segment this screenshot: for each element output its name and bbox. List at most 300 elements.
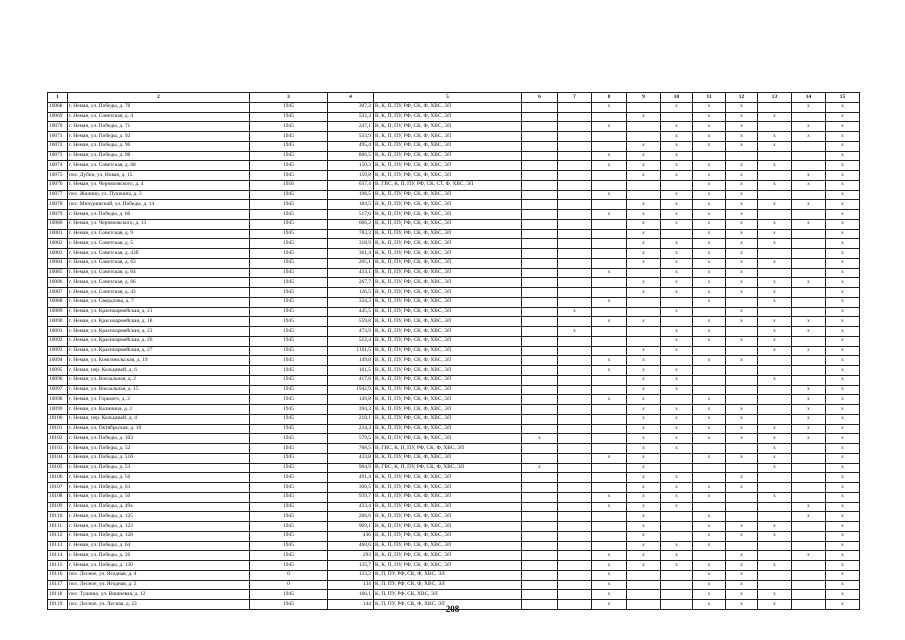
table-cell-col-7 [558, 395, 592, 405]
table-cell-col-5: В, К, П, ПУ, РФ, СК, Ф, ХВС, ЭЛ [374, 297, 522, 307]
table-cell-col-4: 166,1 [328, 590, 374, 600]
table-row [48, 531, 860, 541]
table-row [48, 580, 860, 590]
table-cell-col-5: В, К, П, ПУ, РФ, СК, Ф, ХВС, ЭЛ [374, 200, 522, 210]
table-cell-col-2: г. Неман, ул. Красноармейская, д. 18 [68, 317, 250, 327]
table-cell-col-14: x [792, 122, 826, 132]
table-cell-col-15: x [826, 210, 860, 220]
table-row [48, 492, 860, 502]
table-cell-col-9: x [627, 453, 661, 463]
table-cell-col-1: 10102 [48, 434, 68, 444]
table-cell-col-6 [522, 278, 558, 288]
table-cell-col-14: x [792, 405, 826, 415]
table-cell-col-8: x [592, 561, 627, 571]
table-cell-col-6 [522, 385, 558, 395]
table-cell-col-11 [693, 502, 726, 512]
table-cell-col-1: 10119 [48, 600, 68, 610]
table-cell-col-14: x [792, 180, 826, 190]
table-cell-col-13: x [758, 375, 792, 385]
table-cell-col-14: x [792, 327, 826, 337]
table-cell-col-8: x [592, 317, 627, 327]
table-cell-col-1: 10118 [48, 590, 68, 600]
table-cell-col-9: x [627, 239, 661, 249]
table-cell-col-9 [627, 297, 661, 307]
table-cell-col-2: г. Неман, ул. Победы, д. 96 [68, 141, 250, 151]
table-cell-col-11: x [693, 190, 726, 200]
table-cell-col-3: 1945 [250, 590, 328, 600]
table-cell-col-14 [792, 161, 826, 171]
table-cell-col-9: x [627, 561, 661, 571]
table-cell-col-13 [758, 483, 792, 493]
table-cell-col-10: x [661, 132, 693, 142]
table-cell-col-6 [522, 414, 558, 424]
table-row [48, 551, 860, 561]
table-cell-col-5: В, ГВС, К, П, ПУ, РФ, СК, Ф, ХВС, ЭЛ [374, 463, 522, 473]
table-cell-col-5: В, К, П, ПУ, РФ, СК, Ф, ХВС, ЭЛ [374, 395, 522, 405]
table-cell-col-6 [522, 180, 558, 190]
table-cell-col-8 [592, 541, 627, 551]
table-cell-col-12 [726, 492, 758, 502]
table-cell-col-3: 1945 [250, 502, 328, 512]
table-cell-col-4: 532,3 [328, 112, 374, 122]
table-cell-col-11 [693, 385, 726, 395]
table-cell-col-8 [592, 288, 627, 298]
table-cell-col-5: В, К, П, ПУ, РФ, СК, Ф, ХВС, ЭЛ [374, 473, 522, 483]
table-cell-col-6 [522, 317, 558, 327]
table-cell-col-5: В, К, П, ПУ, РФ, СК, Ф, ХВС, ЭЛ [374, 190, 522, 200]
table-cell-col-13 [758, 190, 792, 200]
table-cell-col-12: x [726, 336, 758, 346]
table-cell-col-15: x [826, 278, 860, 288]
table-cell-col-4: 768,5 [328, 444, 374, 454]
table-cell-col-15: x [826, 112, 860, 122]
table-cell-col-5: В, К, П, ПУ, РФ, СК, Ф, ХВС, ЭЛ [374, 424, 522, 434]
table-row [48, 171, 860, 181]
table-cell-col-5: В, ГВС, К, П, ПУ, РФ, СК, СТ, Ф, ХВС, ЭЛ [374, 180, 522, 190]
table-cell-col-4: 495,4 [328, 141, 374, 151]
table-cell-col-6 [522, 122, 558, 132]
table-cell-col-7 [558, 132, 592, 142]
table-row [48, 570, 860, 580]
table-cell-col-8 [592, 141, 627, 151]
table-cell-col-5: В, К, П, ПУ, РФ, СК, Ф, ХВС, ЭЛ [374, 239, 522, 249]
table-cell-col-2: г. Неман, ул. Черняховского, д. 13 [68, 219, 250, 229]
table-row [48, 122, 860, 132]
table-cell-col-15: x [826, 317, 860, 327]
table-cell-col-8: x [592, 356, 627, 366]
table-cell-col-3: 1945 [250, 434, 328, 444]
column-header-9: 9 [627, 93, 661, 103]
table-cell-col-15: x [826, 307, 860, 317]
table-cell-col-4: 266,6 [328, 512, 374, 522]
header-row [48, 93, 860, 103]
table-cell-col-9: x [627, 522, 661, 532]
table-cell-col-3: 1945 [250, 190, 328, 200]
table-cell-col-7 [558, 580, 592, 590]
table-cell-col-2: г. Неман, ул. Советская, д. 9 [68, 229, 250, 239]
table-cell-col-8 [592, 483, 627, 493]
table-cell-col-5: В, К, П, ПУ, РФ, СК, Ф, ХВС, ЭЛ [374, 336, 522, 346]
table-cell-col-10: x [661, 268, 693, 278]
table-cell-col-3: 1945 [250, 239, 328, 249]
table-cell-col-7 [558, 297, 592, 307]
table-cell-col-5: В, К, П, ПУ, РФ, СК, Ф, ХВС, ЭЛ [374, 522, 522, 532]
table-cell-col-4: 783,3 [328, 229, 374, 239]
table-cell-col-8 [592, 229, 627, 239]
table-cell-col-6 [522, 551, 558, 561]
table-cell-col-10 [661, 453, 693, 463]
table-row [48, 405, 860, 415]
table-row [48, 141, 860, 151]
table-cell-col-13: x [758, 112, 792, 122]
table-cell-col-5: В, К, П, ПУ, РФ, СК, Ф, ХВС, ЭЛ [374, 405, 522, 415]
table-cell-col-11 [693, 366, 726, 376]
table-cell-col-6 [522, 151, 558, 161]
table-cell-col-3: 1945 [250, 102, 328, 112]
table-row [48, 336, 860, 346]
table-row [48, 434, 860, 444]
table-cell-col-1: 10076 [48, 180, 68, 190]
table-cell-col-6 [522, 258, 558, 268]
table-cell-col-2: г. Неман, пер. Кольцевой, д. 4 [68, 414, 250, 424]
table-cell-col-9: x [627, 288, 661, 298]
table-cell-col-9: x [627, 356, 661, 366]
table-cell-col-10: x [661, 122, 693, 132]
table-cell-col-2: г. Неман, ул. Советская, д. 63 [68, 258, 250, 268]
table-cell-col-2: г. Неман, ул. Свердлова, д. 7 [68, 297, 250, 307]
table-cell-col-3: 0 [250, 570, 328, 580]
table-cell-col-14: x [792, 346, 826, 356]
table-cell-col-8: x [592, 590, 627, 600]
table-cell-col-5: В, К, П, ПУ, РФ, СК, Ф, ХВС, ЭЛ [374, 483, 522, 493]
table-cell-col-1: 10100 [48, 414, 68, 424]
table-cell-col-9: x [627, 512, 661, 522]
table-cell-col-10: x [661, 444, 693, 454]
table-cell-col-8 [592, 200, 627, 210]
table-cell-col-12: x [726, 141, 758, 151]
table-cell-col-14: x [792, 171, 826, 181]
table-cell-col-3: 1945 [250, 171, 328, 181]
table-cell-col-4: 433,4 [328, 502, 374, 512]
table-cell-col-9: x [627, 200, 661, 210]
table-cell-col-12: x [726, 200, 758, 210]
table-cell-col-4: 460,6 [328, 541, 374, 551]
table-cell-col-12: x [726, 219, 758, 229]
table-cell-col-8 [592, 346, 627, 356]
table-cell-col-7 [558, 317, 592, 327]
table-cell-col-6 [522, 229, 558, 239]
table-cell-col-10: x [661, 258, 693, 268]
table-cell-col-1: 10109 [48, 502, 68, 512]
table-cell-col-7 [558, 200, 592, 210]
table-cell-col-5: В, К, П, ПУ, РФ, СК, Ф, ХВС, ЭЛ [374, 414, 522, 424]
table-cell-col-1: 10097 [48, 385, 68, 395]
table-cell-col-6 [522, 580, 558, 590]
table-cell-col-7 [558, 268, 592, 278]
table-cell-col-3: 1945 [250, 561, 328, 571]
table-cell-col-13 [758, 210, 792, 220]
table-cell-col-10: x [661, 473, 693, 483]
table-cell-col-6 [522, 473, 558, 483]
table-cell-col-7 [558, 258, 592, 268]
table-cell-col-7 [558, 541, 592, 551]
table-cell-col-1: 10105 [48, 463, 68, 473]
table-cell-col-14: x [792, 385, 826, 395]
table-cell-col-9: x [627, 151, 661, 161]
table-cell-col-5: В, К, П, ПУ, РФ, СК, Ф, ХВС, ЭЛ [374, 102, 522, 112]
table-cell-col-11 [693, 473, 726, 483]
table-cell-col-10 [661, 580, 693, 590]
table-cell-col-3: 1945 [250, 385, 328, 395]
table-cell-col-9: x [627, 502, 661, 512]
table-cell-col-15: x [826, 444, 860, 454]
table-row [48, 473, 860, 483]
table-cell-col-6 [522, 102, 558, 112]
table-cell-col-15: x [826, 268, 860, 278]
table-cell-col-13 [758, 551, 792, 561]
table-cell-col-3: 1945 [250, 512, 328, 522]
table-cell-col-1: 10079 [48, 210, 68, 220]
table-cell-col-12: x [726, 580, 758, 590]
table-cell-col-14 [792, 522, 826, 532]
table-cell-col-4: 318,9 [328, 239, 374, 249]
table-cell-col-15: x [826, 405, 860, 415]
table-row [48, 278, 860, 288]
table-cell-col-14 [792, 229, 826, 239]
table-cell-col-9: x [627, 531, 661, 541]
table-cell-col-4: 161,5 [328, 366, 374, 376]
table-cell-col-11: x [693, 229, 726, 239]
table-cell-col-1: 10112 [48, 531, 68, 541]
table-cell-col-11: x [693, 356, 726, 366]
table-row [48, 502, 860, 512]
table-cell-col-12: x [726, 483, 758, 493]
table-cell-col-3: 1945 [250, 268, 328, 278]
table-cell-col-3: 1945 [250, 200, 328, 210]
table-cell-col-13: x [758, 590, 792, 600]
table-cell-col-8 [592, 512, 627, 522]
table-cell-col-3: 1945 [250, 405, 328, 415]
table-cell-col-2: г. Неман, ул. Победы, д. 49а [68, 502, 250, 512]
table-cell-col-9 [627, 570, 661, 580]
table-cell-col-4: 184,5 [328, 200, 374, 210]
table-cell-col-4: 517,6 [328, 210, 374, 220]
table-cell-col-8 [592, 258, 627, 268]
table-cell-col-8: x [592, 551, 627, 561]
table-cell-col-9 [627, 180, 661, 190]
table-cell-col-3: 1945 [250, 424, 328, 434]
table-cell-col-3: 1945 [250, 151, 328, 161]
table-cell-col-1: 10113 [48, 541, 68, 551]
table-cell-col-2: г. Неман, ул. Победы, д. 53 [68, 463, 250, 473]
table-cell-col-15: x [826, 434, 860, 444]
table-cell-col-9: x [627, 366, 661, 376]
table-cell-col-2: г. Неман, ул. Победы, д. 92 [68, 132, 250, 142]
table-cell-col-2: г. Неман, ул. Победы, д. 51б [68, 453, 250, 463]
table-cell-col-2: г. Неман, ул. Вокзальная, д. 2 [68, 375, 250, 385]
table-cell-col-1: 10085 [48, 268, 68, 278]
table-cell-col-14 [792, 463, 826, 473]
table-cell-col-2: г. Неман, ул. Победы, д. 56 [68, 473, 250, 483]
table-cell-col-15: x [826, 239, 860, 249]
table-cell-col-3: 1945 [250, 210, 328, 220]
table-cell-col-12 [726, 327, 758, 337]
table-cell-col-1: 10081 [48, 229, 68, 239]
table-cell-col-3: 1945 [250, 444, 328, 454]
table-cell-col-9: x [627, 424, 661, 434]
table-cell-col-10: x [661, 239, 693, 249]
column-header-10: 10 [661, 93, 693, 103]
table-cell-col-12: x [726, 210, 758, 220]
table-cell-col-15: x [826, 366, 860, 376]
table-cell-col-6: x [522, 463, 558, 473]
table-cell-col-13 [758, 473, 792, 483]
table-cell-col-12: x [726, 112, 758, 122]
table-cell-col-6 [522, 424, 558, 434]
table-cell-col-13: x [758, 200, 792, 210]
table-cell-col-3: 1945 [250, 122, 328, 132]
table-cell-col-5: В, К, П, ПУ, РФ, СК, Ф, ХВС, ЭЛ [374, 210, 522, 220]
table-cell-col-11: x [693, 580, 726, 590]
table-cell-col-1: 10116 [48, 570, 68, 580]
table-cell-col-12: x [726, 570, 758, 580]
table-cell-col-1: 10106 [48, 473, 68, 483]
table-cell-col-11: x [693, 249, 726, 259]
table-cell-col-9 [627, 102, 661, 112]
table-cell-col-4: 133,2 [328, 570, 374, 580]
table-cell-col-9: x [627, 395, 661, 405]
table-cell-col-13: x [758, 346, 792, 356]
table-cell-col-9: x [627, 551, 661, 561]
table-cell-col-10: x [661, 327, 693, 337]
table-cell-col-13: x [758, 239, 792, 249]
table-cell-col-14 [792, 483, 826, 493]
table-cell-col-15: x [826, 531, 860, 541]
table-cell-col-10: x [661, 346, 693, 356]
table-cell-col-15: x [826, 356, 860, 366]
table-cell-col-4: 579,5 [328, 434, 374, 444]
table-cell-col-7 [558, 590, 592, 600]
table-cell-col-11: x [693, 561, 726, 571]
table-cell-col-15: x [826, 512, 860, 522]
table-cell-col-12: x [726, 268, 758, 278]
table-cell-col-11 [693, 551, 726, 561]
table-cell-col-7 [558, 561, 592, 571]
table-cell-col-11: x [693, 590, 726, 600]
table-cell-col-3: 1945 [250, 317, 328, 327]
table-cell-col-5: В, К, П, ПУ, РФ, СК, Ф, ХВС, ЭЛ [374, 561, 522, 571]
table-cell-col-10: x [661, 551, 693, 561]
table-cell-col-6 [522, 219, 558, 229]
table-cell-col-4: 1942,9 [328, 385, 374, 395]
table-cell-col-5: В, К, П, ПУ, РФ, СК, Ф, ХВС, ЭЛ [374, 346, 522, 356]
table-cell-col-3: 1945 [250, 453, 328, 463]
table-cell-col-13: x [758, 453, 792, 463]
table-cell-col-11: x [693, 258, 726, 268]
table-cell-col-1: 10075 [48, 171, 68, 181]
table-cell-col-5: В, К, П, ПУ, РФ, СК, Ф, ХВС, ЭЛ [374, 219, 522, 229]
table-cell-col-12: x [726, 190, 758, 200]
table-cell-col-3: 1945 [250, 356, 328, 366]
table-cell-col-12: x [726, 551, 758, 561]
table-cell-col-12: x [726, 171, 758, 181]
table-cell-col-2: г. Неман, ул. Победы, д. 52 [68, 444, 250, 454]
table-cell-col-13: x [758, 141, 792, 151]
table-cell-col-7 [558, 375, 592, 385]
table-cell-col-1: 10084 [48, 258, 68, 268]
table-cell-col-13 [758, 122, 792, 132]
table-cell-col-7 [558, 512, 592, 522]
table-cell-col-3: 1945 [250, 366, 328, 376]
table-row [48, 317, 860, 327]
table-cell-col-13: x [758, 424, 792, 434]
table-cell-col-15: x [826, 229, 860, 239]
table-cell-col-5: В, К, П, ПУ, РФ, СК, Ф, ХВС, ЭЛ [374, 278, 522, 288]
table-row [48, 229, 860, 239]
table-cell-col-3: 1945 [250, 249, 328, 259]
table-cell-col-4: 473,9 [328, 327, 374, 337]
table-cell-col-11: x [693, 200, 726, 210]
table-cell-col-11: x [693, 297, 726, 307]
table-cell-col-11: x [693, 570, 726, 580]
table-cell-col-15: x [826, 561, 860, 571]
table-cell-col-12 [726, 444, 758, 454]
table-cell-col-2: г. Неман, ул. Советская, д. 43 [68, 288, 250, 298]
table-cell-col-1: 10068 [48, 102, 68, 112]
table-cell-col-1: 10080 [48, 219, 68, 229]
table-cell-col-15: x [826, 463, 860, 473]
table-cell-col-8 [592, 375, 627, 385]
table-cell-col-10: x [661, 375, 693, 385]
table-cell-col-6 [522, 483, 558, 493]
table-cell-col-8: x [592, 151, 627, 161]
table-row [48, 522, 860, 532]
table-cell-col-3: 1945 [250, 463, 328, 473]
table-cell-col-10: x [661, 200, 693, 210]
table-cell-col-11: x [693, 434, 726, 444]
table-cell-col-2: г. Неман, ул. Победы, д. 64 [68, 541, 250, 551]
table-cell-col-12: x [726, 122, 758, 132]
table-cell-col-14: x [792, 317, 826, 327]
table-cell-col-9: x [627, 414, 661, 424]
table-cell-col-10: x [661, 336, 693, 346]
table-cell-col-2: г. Неман, ул. Победы, д. 103 [68, 434, 250, 444]
table-cell-col-6 [522, 570, 558, 580]
table-cell-col-9: x [627, 258, 661, 268]
table-cell-col-4: 198,5 [328, 190, 374, 200]
table-row [48, 327, 860, 337]
table-cell-col-1: 10117 [48, 580, 68, 590]
table-cell-col-10: x [661, 492, 693, 502]
table-cell-col-14 [792, 258, 826, 268]
table-cell-col-8 [592, 249, 627, 259]
table-cell-col-9: x [627, 229, 661, 239]
table-cell-col-5: В, К, П, ПУ, РФ, СК, Ф, ХВС, ЭЛ [374, 502, 522, 512]
table-cell-col-1: 10114 [48, 551, 68, 561]
table-cell-col-5: В, К, П, ПУ, РФ, СК, Ф, ХВС, ЭЛ [374, 385, 522, 395]
table-cell-col-15: x [826, 590, 860, 600]
table-cell-col-11: x [693, 268, 726, 278]
table-row [48, 561, 860, 571]
table-cell-col-12: x [726, 258, 758, 268]
table-cell-col-8 [592, 327, 627, 337]
page-number: 208 [445, 604, 460, 614]
table-cell-col-6 [522, 161, 558, 171]
table-cell-col-1: 10093 [48, 346, 68, 356]
table-cell-col-2: г. Неман, ул. Красноармейская, д. 21 [68, 307, 250, 317]
table-cell-col-9: x [627, 385, 661, 395]
table-cell-col-5: В, ГВС, К, П, ПУ, РФ, СК, Ф, ХВС, ЭЛ [374, 444, 522, 454]
